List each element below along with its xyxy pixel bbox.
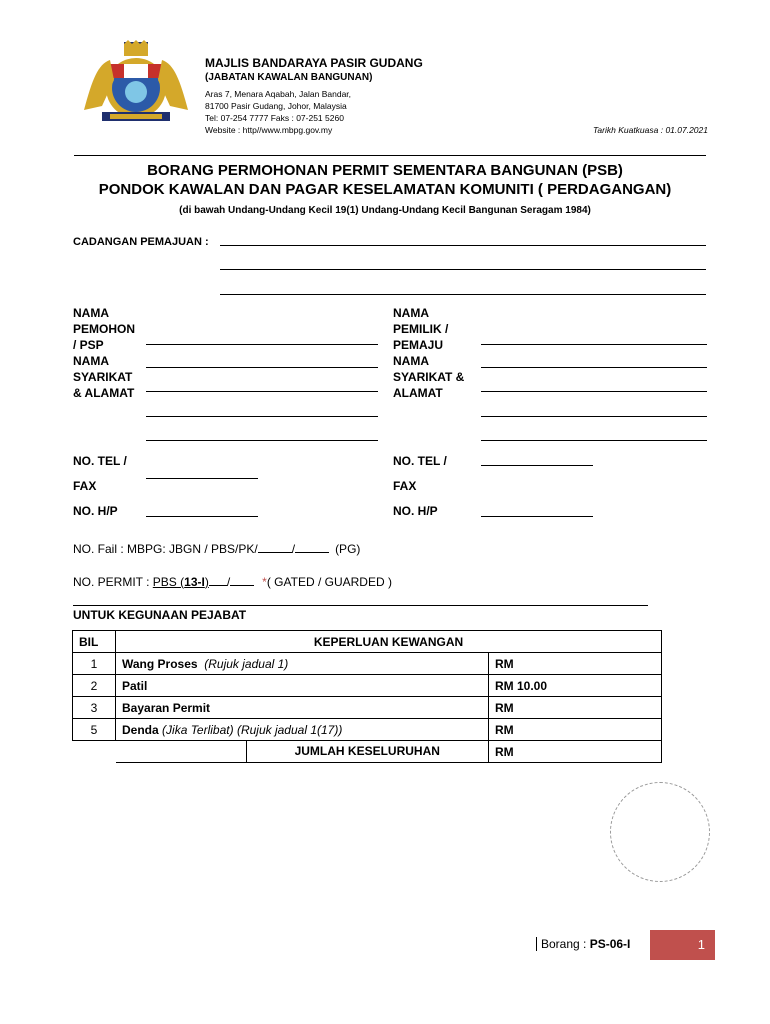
pemilik-hp-label: NO. H/P	[393, 504, 438, 518]
no-permit-slash: /	[226, 575, 231, 589]
website-line: Website : http//www.mbpg.gov.my	[205, 125, 333, 135]
pemohon-field-4[interactable]	[146, 416, 378, 417]
row-item	[116, 697, 489, 719]
address-line-2: 81700 Pasir Gudang, Johor, Malaysia	[205, 101, 347, 111]
pemilik-field-4[interactable]	[481, 416, 707, 417]
page-number: 1	[697, 937, 705, 952]
no-permit-prefix: NO. PERMIT :	[73, 575, 153, 589]
pemilik-field-1[interactable]	[481, 344, 707, 345]
pemilik-label-line: NAMA	[393, 306, 429, 320]
fee-table-header	[73, 631, 662, 653]
pemohon-fax-label: FAX	[73, 479, 97, 493]
pemohon-tel-fax-field[interactable]	[146, 478, 258, 479]
pemilik-field-2[interactable]	[481, 367, 707, 368]
total-rm[interactable]: RM	[489, 741, 662, 763]
cadangan-pemajuan-field-2[interactable]	[220, 269, 706, 270]
department-name: (JABATAN KAWALAN BANGUNAN)	[205, 72, 373, 83]
row-rm[interactable]: RM	[489, 719, 662, 741]
row-item-note: (Jika Terlibat) (Rujuk jadual 1(17))	[162, 722, 343, 737]
form-subtitle: (di bawah Undang-Undang Kecil 19(1) Undang-Undang Kecil Bangunan Seragam 1984)	[179, 205, 591, 216]
pemohon-label-line: PEMOHON	[73, 322, 136, 336]
pemilik-label-line: NAMA	[393, 354, 429, 368]
row-bil: 2	[73, 675, 116, 697]
no-permit-star: *	[262, 575, 267, 589]
no-fail-field-1[interactable]	[258, 542, 292, 553]
borang-code: PS-06-I	[589, 937, 631, 951]
pemohon-hp-field[interactable]	[146, 516, 258, 517]
pemilik-label	[393, 305, 464, 401]
row-item	[116, 719, 489, 741]
pemilik-label-line: PEMAJU	[393, 338, 444, 352]
row-bil: 3	[73, 697, 116, 719]
table-row	[73, 675, 662, 697]
col-keperluan-header: KEPERLUAN KEWANGAN	[116, 631, 662, 653]
cadangan-pemajuan-field-3[interactable]	[220, 294, 706, 295]
table-row	[73, 653, 662, 675]
no-fail-slash: /	[291, 542, 296, 556]
row-bil: 1	[73, 653, 116, 675]
no-permit-pbs: PBS (	[152, 575, 185, 589]
form-title-line2: PONDOK KAWALAN DAN PAGAR KESELAMATAN KOMUNITI ( PERDAGANGAN)	[98, 181, 672, 198]
total-row	[73, 741, 662, 763]
crest-icon	[80, 40, 192, 126]
cadangan-pemajuan-field-1[interactable]	[220, 245, 706, 246]
pemohon-field-3[interactable]	[146, 391, 378, 392]
total-label-text: JUMLAH KESELURUHAN	[246, 741, 489, 762]
org-name: MAJLIS BANDARAYA PASIR GUDANG	[205, 56, 423, 70]
no-permit-field-1[interactable]	[209, 575, 227, 586]
no-fail-row	[73, 542, 360, 556]
address-line-1: Aras 7, Menara Aqabah, Jalan Bandar,	[205, 89, 352, 99]
no-permit-field-2[interactable]	[230, 575, 254, 586]
pemilik-hp-field[interactable]	[481, 516, 593, 517]
pemohon-tel-label: NO. TEL /	[73, 454, 127, 468]
cadangan-pemajuan-label: CADANGAN PEMAJUAN :	[73, 236, 209, 248]
page-number-box	[650, 930, 715, 960]
total-label	[116, 741, 489, 763]
pemilik-label-line: ALAMAT	[393, 386, 443, 400]
pemilik-label-line: PEMILIK /	[393, 322, 449, 336]
office-use-heading: UNTUK KEGUNAAN PEJABAT	[73, 608, 247, 622]
no-permit-close: )	[204, 575, 209, 589]
no-fail-suffix: (PG)	[335, 542, 361, 556]
no-permit-suffix: ( GATED / GUARDED )	[266, 575, 392, 589]
pemohon-hp-label: NO. H/P	[73, 504, 118, 518]
pemilik-field-5[interactable]	[481, 440, 707, 441]
row-item-label: Patil	[122, 678, 148, 693]
office-use-underline	[73, 605, 648, 606]
table-row	[73, 719, 662, 741]
no-fail-prefix: NO. Fail : MBPG: JBGN / PBS/PK/	[73, 542, 258, 556]
pemohon-field-2[interactable]	[146, 367, 378, 368]
no-permit-row	[73, 575, 392, 589]
row-bil: 5	[73, 719, 116, 741]
pemohon-field-1[interactable]	[146, 344, 378, 345]
row-item	[116, 675, 489, 697]
borang-label: Borang :	[541, 937, 590, 951]
pemohon-label-line: SYARIKAT	[73, 370, 133, 384]
pemilik-fax-label: FAX	[393, 479, 417, 493]
table-row	[73, 697, 662, 719]
col-bil-header: BIL	[73, 631, 116, 653]
no-fail-field-2[interactable]	[295, 542, 329, 553]
footer-borang	[536, 937, 630, 951]
pemilik-label-line: SYARIKAT &	[393, 370, 465, 384]
crest-logo	[80, 40, 192, 126]
row-rm[interactable]: RM	[489, 653, 662, 675]
row-rm[interactable]: RM 10.00	[489, 675, 662, 697]
pemohon-label-line: / PSP	[73, 338, 104, 352]
effective-date: Tarikh Kuatkuasa : 01.07.2021	[593, 125, 708, 135]
header-divider	[74, 155, 706, 156]
pemilik-tel-label: NO. TEL /	[393, 454, 447, 468]
row-item-label: Bayaran Permit	[122, 700, 211, 715]
pemohon-label-line: NAMA	[73, 354, 109, 368]
pemohon-field-5[interactable]	[146, 440, 378, 441]
pemohon-label-line: & ALAMAT	[73, 386, 135, 400]
pemilik-field-3[interactable]	[481, 391, 707, 392]
row-item-label: Wang Proses	[122, 656, 198, 671]
official-stamp-area	[610, 782, 710, 882]
form-title-line1: BORANG PERMOHONAN PERMIT SEMENTARA BANGUNAN (PSB)	[147, 162, 623, 179]
no-permit-code: 13-I	[184, 575, 205, 589]
pemilik-tel-field[interactable]	[481, 465, 593, 466]
pemohon-label-line: NAMA	[73, 306, 109, 320]
row-item-note: (Rujuk jadual 1)	[204, 656, 289, 671]
row-item	[116, 653, 489, 675]
row-rm[interactable]: RM	[489, 697, 662, 719]
fee-table	[72, 630, 662, 763]
tel-fax-line: Tel: 07-254 7777 Faks : 07-251 5260	[205, 113, 344, 123]
pemohon-label	[73, 305, 135, 401]
row-item-label: Denda	[122, 722, 159, 737]
